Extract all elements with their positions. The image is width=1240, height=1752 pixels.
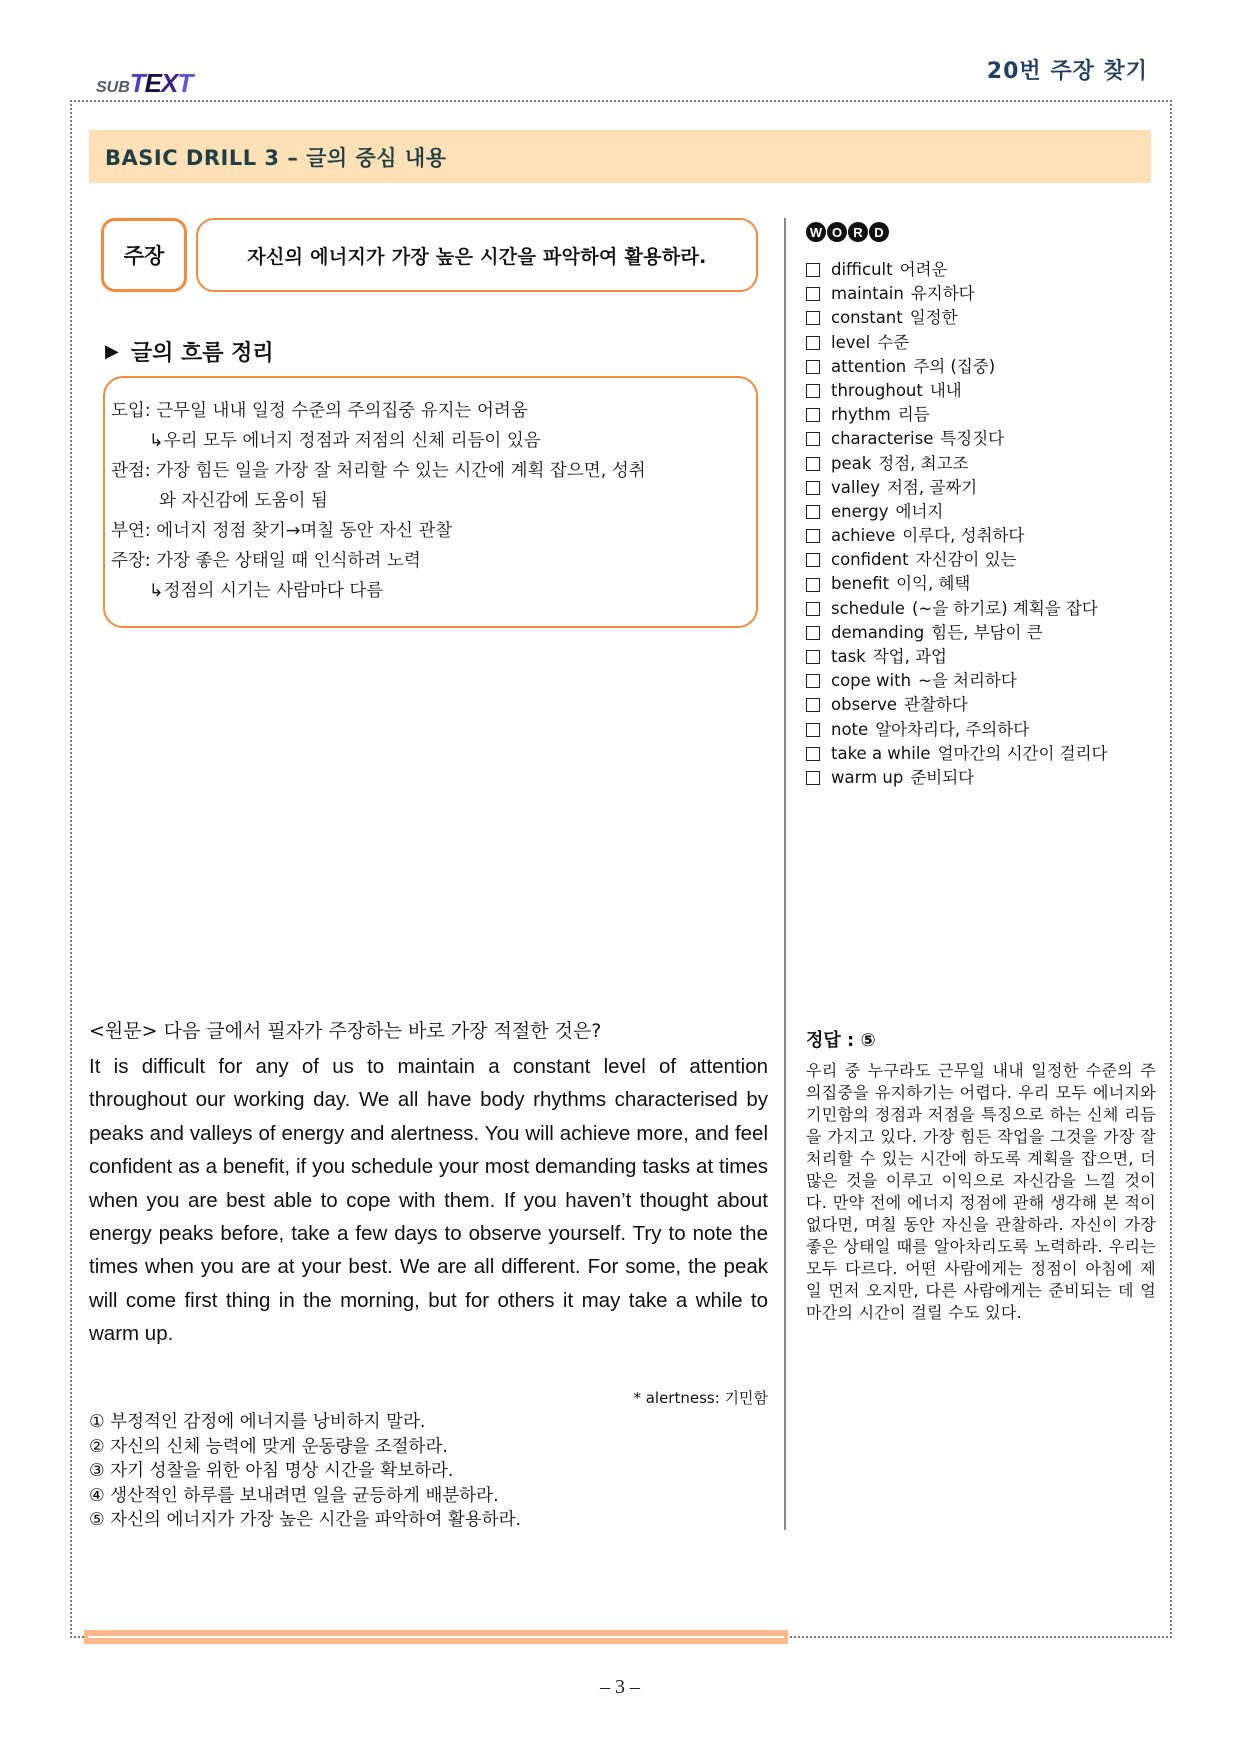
vocab-ko: 준비되다: [910, 767, 975, 787]
checkbox-icon[interactable]: [806, 360, 820, 374]
vocab-ko: ~을 처리하다: [918, 671, 1017, 691]
vocab-en: achieve: [831, 526, 896, 546]
logo: [96, 68, 192, 96]
checkbox-icon[interactable]: [806, 723, 820, 737]
checkbox-icon[interactable]: [806, 650, 820, 664]
flow-heading-label: 글의 흐름 정리: [130, 341, 274, 366]
vocab-ko: 자신감이 있는: [915, 550, 1017, 570]
vocab-en: characterise: [831, 429, 934, 449]
bottom-accent-bar: [84, 1630, 788, 1644]
answer-choices: [89, 1410, 521, 1533]
vocab-en: cope with: [831, 671, 912, 691]
vocab-item: [806, 306, 1107, 330]
vocab-ko: 이익, 혜택: [896, 574, 971, 594]
vocab-en: confident: [831, 550, 909, 570]
vocab-item: [806, 500, 1107, 524]
vocab-en: level: [831, 332, 871, 352]
vocab-ko: 유지하다: [910, 284, 975, 304]
checkbox-icon[interactable]: [806, 578, 820, 592]
logo-letter: T: [129, 68, 145, 98]
circled-letter-r-icon: R: [848, 222, 868, 242]
flow-line-intro: 도입: 근무일 내내 일정 수준의 주의집중 유지는 어려움: [111, 401, 528, 421]
drill-banner: [89, 130, 1151, 183]
logo-letter: E: [144, 68, 162, 98]
flow-line-elaboration: 부연: 에너지 정점 찾기→며칠 동안 자신 관찰: [111, 521, 453, 541]
checkbox-icon[interactable]: [806, 336, 820, 350]
checkbox-icon[interactable]: [806, 602, 820, 616]
vocab-item: [806, 693, 1107, 717]
vocab-ko: 내내: [929, 380, 962, 400]
choice-1[interactable]: ① 부정적인 감정에 에너지를 낭비하지 말라.: [89, 1412, 426, 1432]
vocab-en: schedule: [831, 598, 905, 618]
circled-letter-d-icon: D: [869, 222, 889, 242]
checkbox-icon[interactable]: [806, 553, 820, 567]
answer-translation: 우리 중 누구라도 근무일 내내 일정한 수준의 주의집중을 유지하기는 어렵다. 우리 모두 에너지와 기민함의 정점과 저점을 특징으로 하는 신체 리듬을 가지고 있다. 가장 힘든 작업을 그것을 가장 잘 처리할 수 있는 시간에 하도록 계획을 잡으면, 더 많은 것을 이루고 이익으로 자신감을 느낄 것이다. 만약 전에 에너지 정점에 관해 생각해 본 적이 없다면, 며칠 동안 자신을 관찰하라. 자신이 가장 좋은 상태일 때를 알아차리도록 노력하라. 우리는 모두 다르다. 어떤 사람에게는 정점이 아침에 제일 먼저 오지만, 다른 사람에게는 준비되는 데 얼마간의 시간이 걸릴 수도 있다.: [806, 1061, 1156, 1322]
flow-line-view-cont: 와 자신감에 도움이 됨: [159, 491, 328, 511]
vocab-item: [806, 718, 1107, 742]
checkbox-icon[interactable]: [806, 505, 820, 519]
vocab-en: valley: [831, 477, 880, 497]
vocabulary-list: [806, 258, 1107, 790]
vocab-en: warm up: [831, 767, 904, 787]
circled-letter-o-icon: O: [827, 222, 847, 242]
word-heading: [806, 222, 889, 242]
checkbox-icon[interactable]: [806, 698, 820, 712]
flow-heading: [105, 336, 274, 367]
vocab-item: [806, 621, 1107, 645]
vocab-en: difficult: [831, 260, 893, 279]
checkbox-icon[interactable]: [806, 626, 820, 640]
vocab-item: [806, 645, 1107, 669]
vocab-en: task: [831, 647, 866, 666]
vocab-ko: 작업, 과업: [872, 647, 947, 666]
vocab-ko: 관찰하다: [904, 695, 968, 715]
flow-line-view: 관점: 가장 힘든 일을 가장 잘 처리할 수 있는 시간에 계획 잡으면, 성취: [111, 461, 646, 481]
logo-letter: T: [177, 68, 193, 98]
vocab-item: [806, 452, 1107, 476]
vocab-item: [806, 355, 1107, 379]
vocab-item: [806, 766, 1107, 790]
vocab-en: demanding: [831, 622, 925, 642]
vocab-item: [806, 427, 1107, 451]
vocab-ko: 얼마간의 시간이 걸리다: [937, 743, 1108, 763]
answer-heading: 정답 : ⑤: [806, 1030, 876, 1051]
checkbox-icon[interactable]: [806, 747, 820, 761]
choice-2[interactable]: ② 자신의 신체 능력에 맞게 운동량을 조절하라.: [89, 1436, 448, 1457]
checkbox-icon[interactable]: [806, 287, 820, 301]
column-divider: [784, 218, 786, 1530]
vocab-item: [806, 742, 1107, 766]
vocab-ko: 힘든, 부담이 큰: [931, 622, 1043, 642]
checkbox-icon[interactable]: [806, 457, 820, 471]
question-title: <원문> 다음 글에서 필자가 주장하는 바로 가장 적절한 것은?: [89, 1020, 602, 1042]
checkbox-icon[interactable]: [806, 771, 820, 785]
logo-letter: X: [161, 68, 178, 98]
vocab-item: [806, 669, 1107, 693]
unit-title: 20번 주장 찾기: [986, 59, 1148, 84]
vocab-ko: 저점, 골짜기: [886, 477, 978, 497]
vocab-en: constant: [831, 308, 903, 328]
vocab-item: [806, 597, 1107, 621]
flow-line-claim-sub: ↳정점의 시기는 사람마다 다름: [149, 581, 384, 601]
vocab-item: [806, 572, 1107, 596]
vocab-item: [806, 476, 1107, 500]
choice-5[interactable]: ⑤ 자신의 에너지가 가장 높은 시간을 파악하여 활용하라.: [89, 1510, 522, 1530]
vocab-en: rhythm: [831, 405, 891, 425]
vocab-item: [806, 331, 1107, 355]
checkbox-icon[interactable]: [806, 384, 820, 398]
vocab-ko: 이루다, 성취하다: [902, 526, 1025, 546]
vocab-ko: 어려운: [899, 260, 948, 279]
vocab-item: [806, 548, 1107, 572]
vocab-en: peak: [831, 453, 872, 473]
vocab-ko: 리듬: [897, 405, 930, 425]
logo-sub: SUB: [96, 79, 130, 96]
vocab-en: note: [831, 719, 869, 739]
checkbox-icon[interactable]: [806, 408, 820, 422]
vocab-ko: 정점, 최고조: [878, 453, 969, 473]
vocab-ko: 일정한: [909, 308, 958, 328]
vocab-ko: 특징짓다: [940, 429, 1005, 449]
vocab-en: energy: [831, 501, 889, 521]
vocab-item: [806, 282, 1107, 306]
flow-summary-box: [103, 376, 758, 628]
checkbox-icon[interactable]: [806, 263, 820, 277]
flow-line-intro-sub: ↳우리 모두 에너지 정점과 저점의 신체 리듬이 있음: [149, 431, 541, 451]
vocab-ko: 에너지: [895, 501, 944, 521]
vocab-en: throughout: [831, 380, 923, 400]
footnote: * alertness: 기민함: [633, 1389, 768, 1407]
checkbox-icon[interactable]: [806, 529, 820, 543]
reading-passage: It is difficult for any of us to maintain a constant level of attention throughout our working day. We all have body rhythms characterised by peaks and valleys of energy and alertness. You will achieve more, and feel confident as a benefit, if you schedule your most demanding tasks at times when you are best able to cope with them. If you haven’t thought about energy peaks before, take a few days to observe yourself. Try to note the times when you are at your best. We are all different. For some, the peak will come first thing in the morning, but for others it may take a while to warm up.: [89, 1055, 768, 1346]
triangle-right-icon: ▶: [105, 341, 119, 362]
vocab-item: [806, 524, 1107, 548]
vocab-en: benefit: [831, 574, 890, 594]
vocab-en: attention: [831, 356, 907, 376]
drill-title: BASIC DRILL 3 – 글의 중심 내용: [105, 145, 447, 170]
checkbox-icon[interactable]: [806, 311, 820, 325]
vocab-en: take a while: [831, 743, 931, 763]
vocab-ko: 수준: [877, 332, 910, 352]
claim-statement: 자신의 에너지가 가장 높은 시간을 파악하여 활용하라.: [196, 218, 758, 292]
vocab-item: [806, 379, 1107, 403]
vocab-item: [806, 258, 1107, 282]
vocab-en: maintain: [831, 284, 904, 304]
claim-tag: 주장: [101, 218, 187, 292]
vocab-ko: (~을 하기로) 계획을 잡다: [911, 598, 1098, 618]
page-number: – 3 –: [600, 1676, 640, 1698]
checkbox-icon[interactable]: [806, 432, 820, 446]
choice-3[interactable]: ③ 자기 성찰을 위한 아침 명상 시간을 확보하라.: [89, 1461, 454, 1481]
choice-4[interactable]: ④ 생산적인 하루를 보내려면 일을 균등하게 배분하라.: [89, 1485, 499, 1506]
vocab-en: observe: [831, 695, 898, 715]
circled-letter-w-icon: W: [806, 222, 826, 242]
vocab-ko: 주의 (집중): [913, 356, 996, 376]
flow-line-claim: 주장: 가장 좋은 상태일 때 인식하려 노력: [111, 551, 421, 571]
checkbox-icon[interactable]: [806, 481, 820, 495]
vocab-ko: 알아차리다, 주의하다: [875, 719, 1030, 739]
checkbox-icon[interactable]: [806, 674, 820, 688]
vocab-item: [806, 403, 1107, 427]
